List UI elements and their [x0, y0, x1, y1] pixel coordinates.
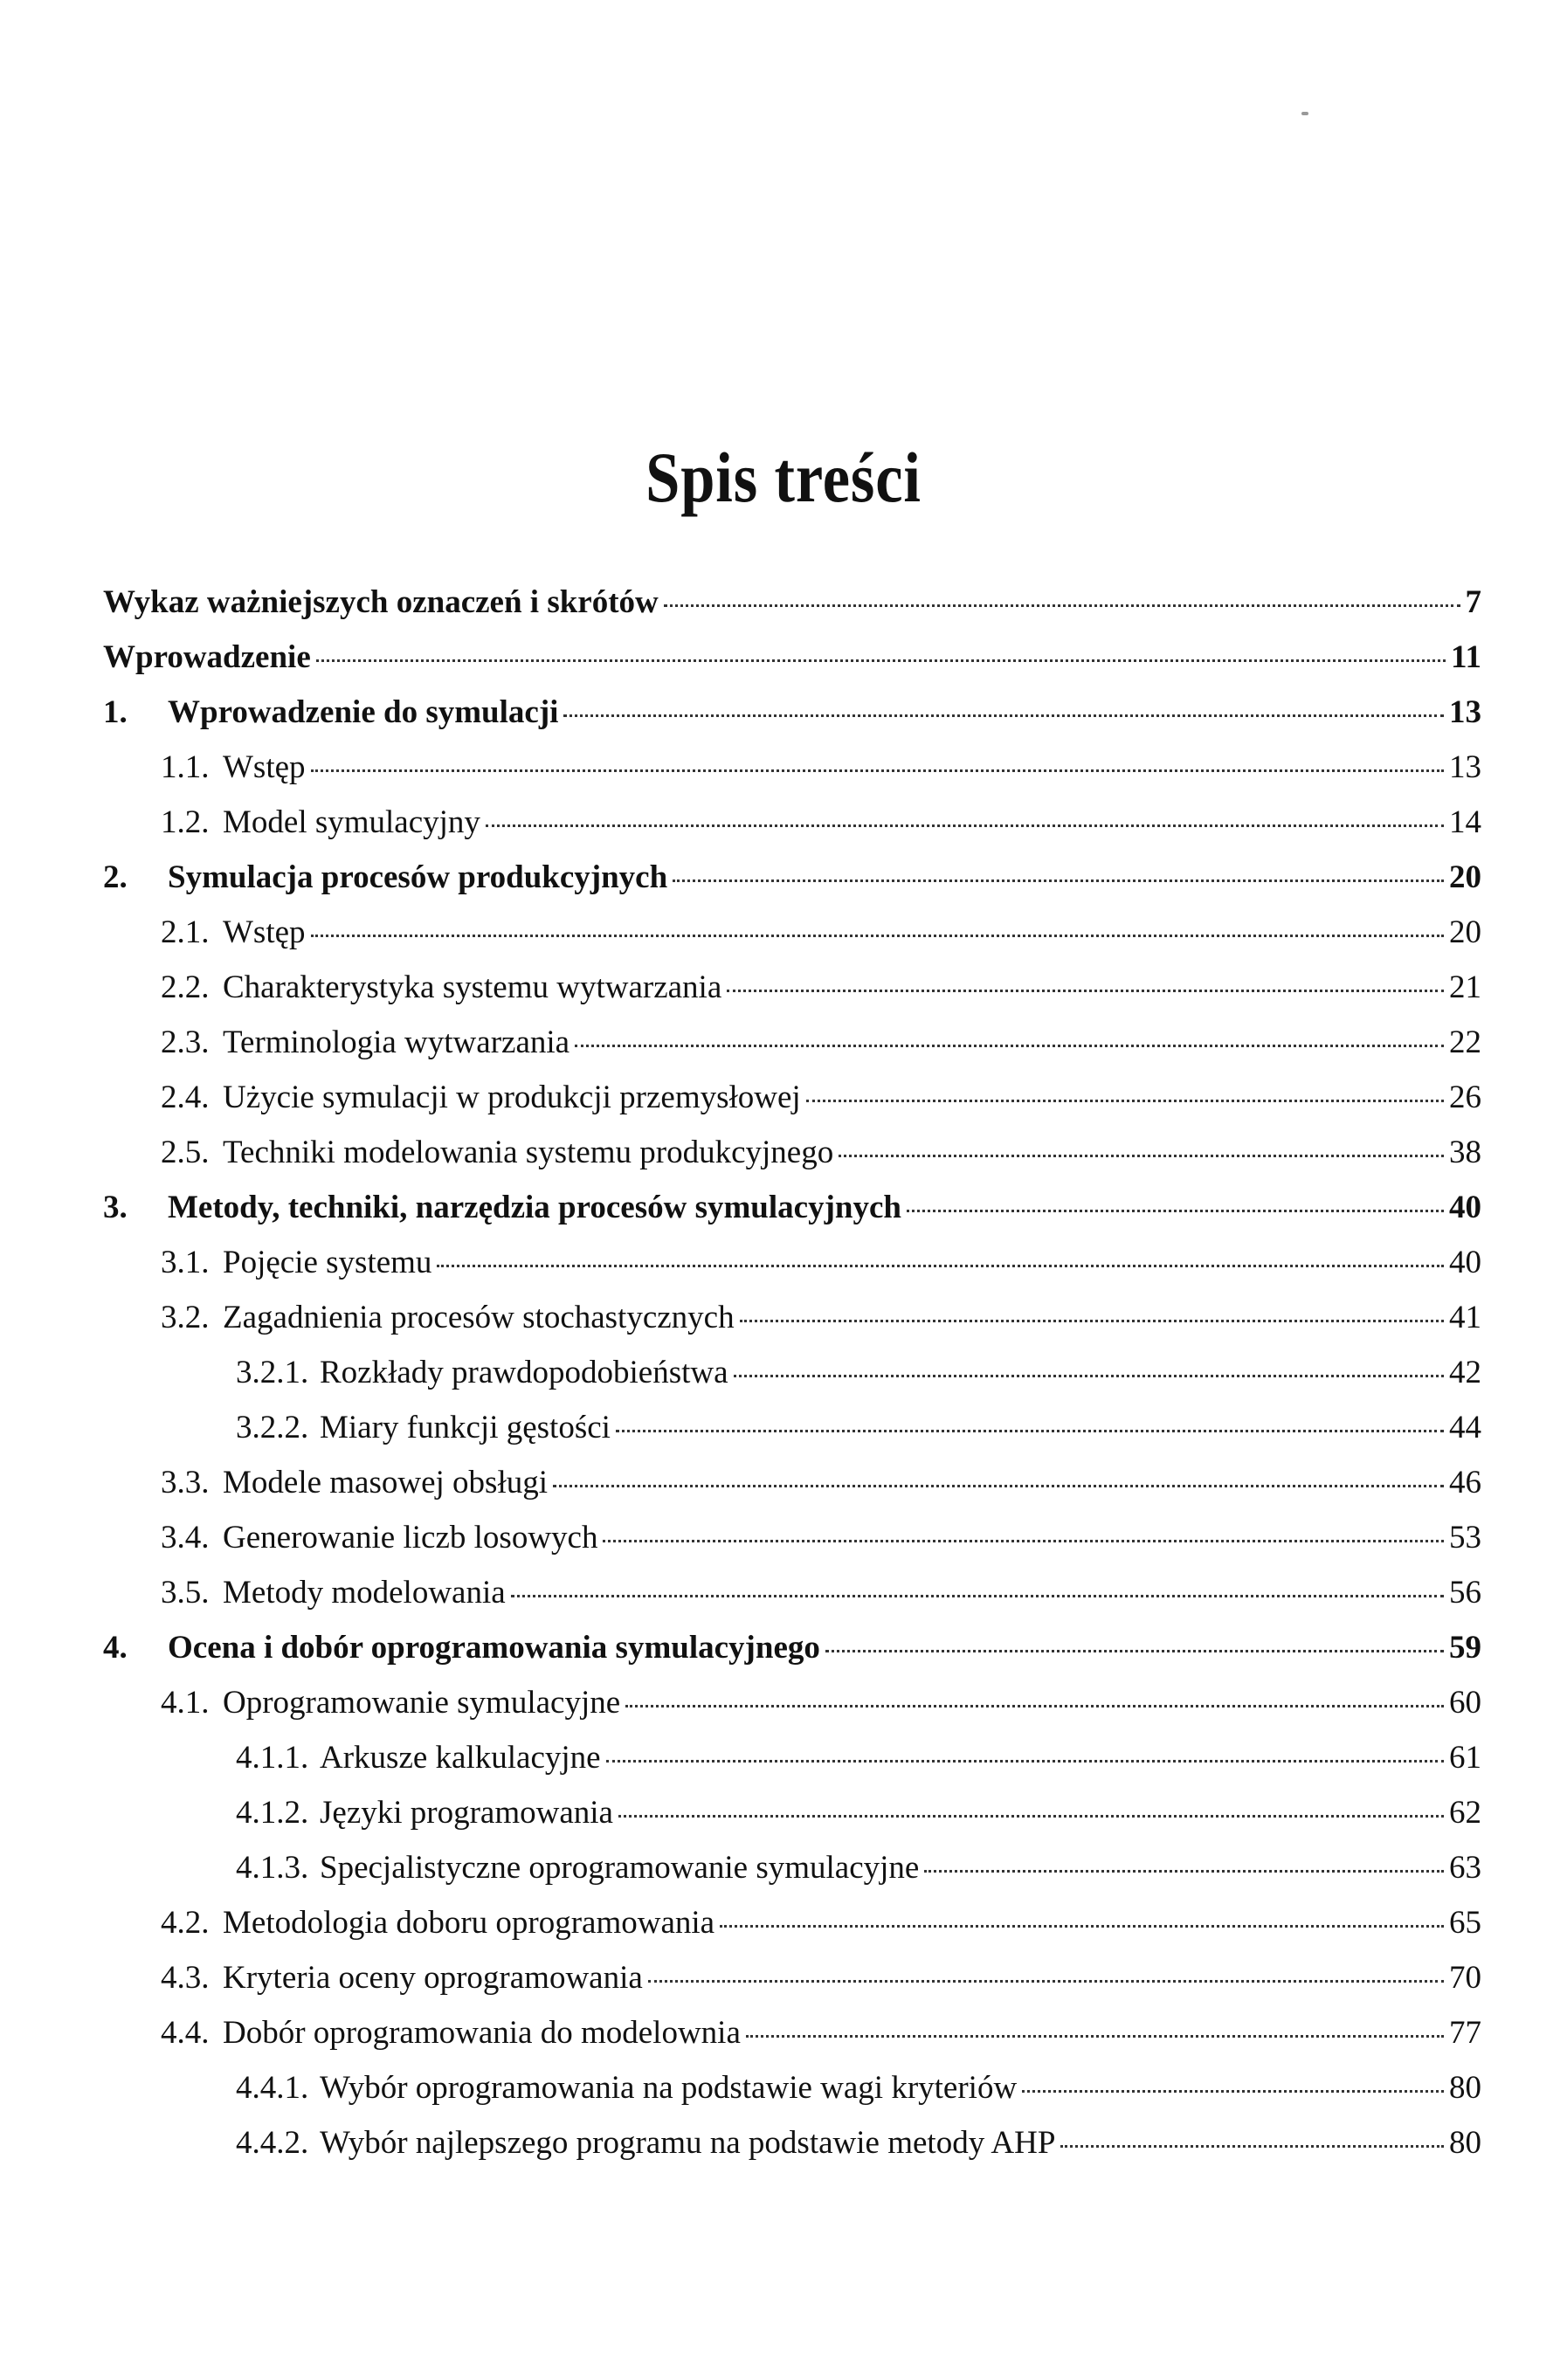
- toc-entry-page: 20: [1449, 859, 1481, 895]
- toc-entry-title: Kryteria oceny oprogramowania: [223, 1960, 643, 1996]
- toc-entry-page: 11: [1451, 639, 1481, 675]
- toc-entry-page: 40: [1449, 1190, 1481, 1225]
- toc-entry-title: Metodologia doboru oprogramowania: [223, 1905, 715, 1941]
- dot-leader: [437, 1265, 1444, 1267]
- toc-entry-title: Metody modelowania: [223, 1575, 506, 1611]
- toc-entry-title: Model symulacyjny: [223, 804, 480, 840]
- toc-entry: [103, 804, 1481, 859]
- toc-entry-number: 3.2.2.: [236, 1410, 309, 1445]
- toc-entry: [103, 1024, 1481, 1079]
- toc-entry-page: 26: [1449, 1080, 1481, 1115]
- dot-leader: [806, 1100, 1444, 1102]
- toc-entry-title: Charakterystyka systemu wytwarzania: [223, 969, 722, 1005]
- toc-entry-number: 1.2.: [161, 804, 210, 840]
- toc-entry: [103, 859, 1481, 914]
- toc-entry-number: 3.1.: [161, 1245, 210, 1280]
- toc-entry: [103, 1244, 1481, 1299]
- dot-leader: [316, 659, 1446, 662]
- toc-entry: [103, 2014, 1481, 2069]
- toc-entry-title: Rozkłady prawdopodobieństwa: [320, 1355, 728, 1390]
- toc-entry-number: 4.: [103, 1630, 128, 1666]
- toc-entry: [103, 583, 1481, 638]
- dot-leader: [563, 714, 1444, 717]
- toc-entry-title: Języki programowania: [320, 1795, 613, 1831]
- toc-entry: [103, 638, 1481, 693]
- toc-entry-title: Wstęp: [223, 749, 306, 785]
- toc-entry-title: Wybór oprogramowania na podstawie wagi kryteriów: [320, 2070, 1018, 2106]
- toc-entry-number: 4.3.: [161, 1960, 210, 1996]
- toc-entry-title: Wybór najlepszego programu na podstawie metody AHP: [320, 2125, 1056, 2161]
- toc-entry-page: 80: [1449, 2070, 1481, 2106]
- dot-leader: [648, 1980, 1444, 1983]
- toc-entry: [103, 1684, 1481, 1739]
- dot-leader: [907, 1210, 1444, 1212]
- toc-entry-number: 3.: [103, 1190, 128, 1225]
- toc-entry-page: 62: [1449, 1795, 1481, 1831]
- toc-entry-title: Terminologia wytwarzania: [223, 1024, 570, 1060]
- dot-leader: [616, 1430, 1444, 1432]
- toc-entry-page: 7: [1465, 584, 1481, 620]
- toc-entry: [103, 1574, 1481, 1629]
- toc-entry-number: 4.4.1.: [236, 2070, 309, 2106]
- toc-entry: [103, 2069, 1481, 2124]
- dot-leader: [311, 769, 1444, 772]
- toc-entry: [103, 969, 1481, 1024]
- toc-entry-page: 44: [1449, 1410, 1481, 1445]
- toc-entry-page: 60: [1449, 1685, 1481, 1721]
- toc-entry-page: 56: [1449, 1575, 1481, 1611]
- toc-entry: [103, 693, 1481, 748]
- toc-entry-number: 2.3.: [161, 1024, 210, 1060]
- toc-entry-number: 4.4.2.: [236, 2125, 309, 2161]
- toc-entry-number: 4.4.: [161, 2015, 210, 2051]
- dot-leader: [625, 1705, 1444, 1707]
- toc-entry-page: 40: [1449, 1245, 1481, 1280]
- toc-entry: [103, 1519, 1481, 1574]
- dot-leader: [727, 990, 1444, 992]
- toc-entry: [103, 1464, 1481, 1519]
- toc-entry-number: 3.2.: [161, 1300, 210, 1335]
- toc-entry-page: 61: [1449, 1740, 1481, 1776]
- toc-entry-page: 42: [1449, 1355, 1481, 1390]
- toc-entry-number: 3.3.: [161, 1465, 210, 1500]
- page-title: Spis treści: [645, 438, 922, 517]
- toc-entry-number: 3.4.: [161, 1520, 210, 1556]
- toc-entry: [103, 1904, 1481, 1959]
- dot-leader: [720, 1925, 1444, 1928]
- toc-entry-title: Modele masowej obsługi: [223, 1465, 549, 1500]
- toc-entry: [103, 1629, 1481, 1684]
- toc-entry-number: 2.2.: [161, 969, 210, 1005]
- dot-leader: [603, 1540, 1444, 1542]
- toc-entry: [103, 2124, 1481, 2179]
- toc-entry-title: Arkusze kalkulacyjne: [320, 1740, 601, 1776]
- toc-entry-page: 20: [1449, 914, 1481, 950]
- toc-entry-title: Symulacja procesów produkcyjnych: [168, 859, 668, 895]
- toc-entry-page: 77: [1449, 2015, 1481, 2051]
- toc-entry-title: Specjalistyczne oprogramowanie symulacyjne: [320, 1850, 920, 1886]
- dot-leader: [1022, 2090, 1444, 2093]
- toc-entry-page: 63: [1449, 1850, 1481, 1886]
- dot-leader: [664, 604, 1460, 607]
- toc-entry: [103, 914, 1481, 969]
- toc-entry: [103, 1409, 1481, 1464]
- toc-entry: [103, 1959, 1481, 2014]
- scan-speck: [1301, 112, 1308, 115]
- toc-entry-page: 80: [1449, 2125, 1481, 2161]
- dot-leader: [839, 1155, 1444, 1157]
- dot-leader: [825, 1650, 1444, 1652]
- dot-leader: [734, 1375, 1444, 1377]
- toc-entry-title: Metody, techniki, narzędzia procesów symulacyjnych: [168, 1190, 901, 1225]
- toc-entry-page: 46: [1449, 1465, 1481, 1500]
- dot-leader: [618, 1815, 1444, 1818]
- toc-entry-page: 38: [1449, 1135, 1481, 1170]
- dot-leader: [746, 2035, 1444, 2038]
- toc-entry-number: 4.1.: [161, 1685, 210, 1721]
- toc-entry-number: 2.4.: [161, 1080, 210, 1115]
- toc-entry-number: 4.1.1.: [236, 1740, 309, 1776]
- toc-entry-title: Dobór oprogramowania do modelownia: [223, 2015, 741, 2051]
- dot-leader: [486, 824, 1444, 827]
- toc-entry-title: Zagadnienia procesów stochastycznych: [223, 1300, 735, 1335]
- toc-entry-page: 21: [1449, 969, 1481, 1005]
- toc-entry: [103, 1299, 1481, 1354]
- table-of-contents: [103, 583, 1481, 2179]
- dot-leader: [740, 1320, 1444, 1322]
- toc-entry-page: 13: [1449, 694, 1481, 730]
- toc-entry: [103, 1739, 1481, 1794]
- toc-entry-page: 22: [1449, 1024, 1481, 1060]
- toc-entry-title: Wykaz ważniejszych oznaczeń i skrótów: [103, 584, 659, 620]
- toc-entry-title: Oprogramowanie symulacyjne: [223, 1685, 621, 1721]
- dot-leader: [606, 1760, 1444, 1763]
- toc-entry: [103, 1079, 1481, 1134]
- toc-entry-number: 1.1.: [161, 749, 210, 785]
- dot-leader: [575, 1045, 1444, 1047]
- toc-entry-number: 2.1.: [161, 914, 210, 950]
- dot-leader: [553, 1485, 1444, 1487]
- toc-entry-title: Generowanie liczb losowych: [223, 1520, 598, 1556]
- toc-entry: [103, 748, 1481, 804]
- toc-entry-number: 1.: [103, 694, 128, 730]
- toc-entry-page: 65: [1449, 1905, 1481, 1941]
- toc-entry: [103, 1849, 1481, 1904]
- toc-entry-number: 3.5.: [161, 1575, 210, 1611]
- toc-entry-page: 13: [1449, 749, 1481, 785]
- toc-entry-title: Wstęp: [223, 914, 306, 950]
- toc-entry-page: 53: [1449, 1520, 1481, 1556]
- toc-entry-page: 59: [1449, 1630, 1481, 1666]
- dot-leader: [673, 880, 1444, 882]
- toc-entry-number: 3.2.1.: [236, 1355, 309, 1390]
- dot-leader: [511, 1595, 1444, 1597]
- toc-entry-number: 2.: [103, 859, 128, 895]
- toc-entry-title: Wprowadzenie do symulacji: [168, 694, 559, 730]
- toc-entry-number: 4.1.2.: [236, 1795, 309, 1831]
- toc-entry: [103, 1134, 1481, 1189]
- toc-entry: [103, 1189, 1481, 1244]
- toc-entry: [103, 1354, 1481, 1409]
- toc-entry-title: Ocena i dobór oprogramowania symulacyjnego: [168, 1630, 820, 1666]
- toc-entry-title: Pojęcie systemu: [223, 1245, 432, 1280]
- dot-leader: [1060, 2145, 1444, 2148]
- toc-entry-title: Użycie symulacji w produkcji przemysłowej: [223, 1080, 801, 1115]
- toc-entry-page: 70: [1449, 1960, 1481, 1996]
- toc-entry-title: Techniki modelowania systemu produkcyjnego: [223, 1135, 834, 1170]
- toc-entry-number: 2.5.: [161, 1135, 210, 1170]
- dot-leader: [924, 1870, 1444, 1873]
- toc-entry-number: 4.1.3.: [236, 1850, 309, 1886]
- toc-entry-title: Miary funkcji gęstości: [320, 1410, 611, 1445]
- dot-leader: [311, 935, 1444, 937]
- toc-entry-number: 4.2.: [161, 1905, 210, 1941]
- toc-entry-title: Wprowadzenie: [103, 639, 311, 675]
- toc-entry-page: 41: [1449, 1300, 1481, 1335]
- toc-entry: [103, 1794, 1481, 1849]
- toc-entry-page: 14: [1449, 804, 1481, 840]
